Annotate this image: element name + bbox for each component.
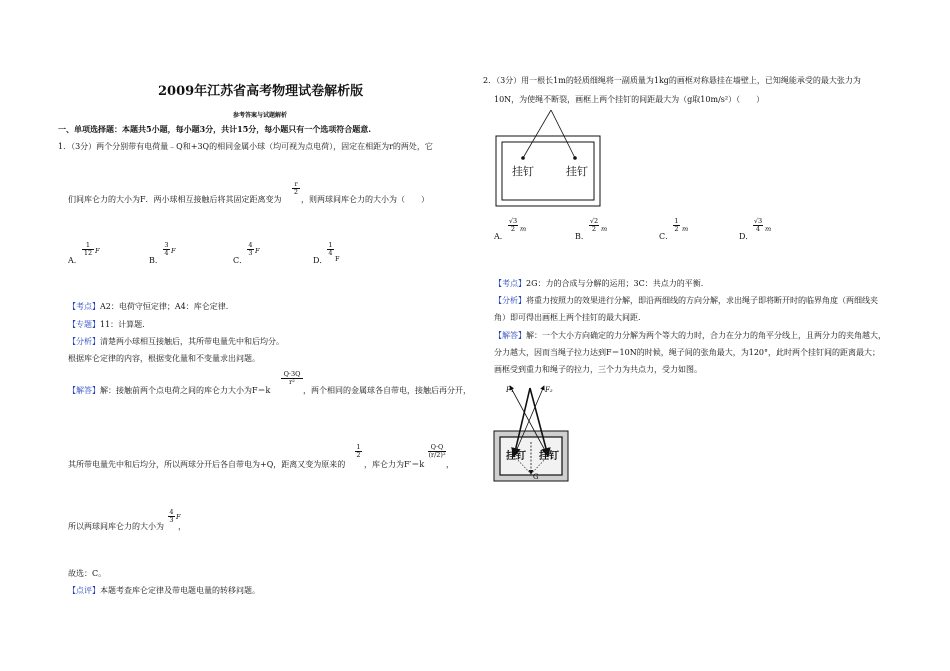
page-subtitle: 参考答案与试题解析: [233, 112, 288, 119]
q2-fenxi-2: 角）即可得出画框上两个挂钉的最大间距.: [494, 313, 641, 322]
q2-option-b[interactable]: B． √2 2 m: [575, 217, 608, 241]
q1-option-b[interactable]: B． 3 4 F: [149, 241, 176, 265]
q2-stem-line2: 10N，为使绳不断裂，画框上两个挂钉的间距最大为（g取10m/s²）（ ）: [494, 95, 765, 104]
section-heading: 一、单项选择题：本题共5小题，每小题3分，共计15分，每小题只有一个选项符合题意.: [58, 124, 372, 134]
q1-option-c[interactable]: C． 4 3 F: [233, 241, 260, 265]
q2-nail-label-right: 挂钉: [566, 165, 588, 178]
q2-frame-diagram: [494, 108, 604, 208]
q2-jieda-3: 画框受到重力和绳子的拉力，三个力为共点力，受力如图。: [494, 365, 702, 374]
q2-option-d[interactable]: D． √3 4 m: [739, 217, 772, 241]
q1-option-d[interactable]: D． 1 4 F: [313, 241, 340, 265]
q1-fenxi-2: 根据库仑定律的内容，根据变化量和不变量求出问题。: [68, 354, 260, 363]
q2-nail-label-left: 挂钉: [512, 165, 534, 178]
q2-option-c[interactable]: C． 1 2 m: [659, 217, 689, 241]
q1-option-a[interactable]: A． 1 12 F: [68, 241, 100, 265]
q1-jieda-2b: ，库仑力为F′＝k: [364, 460, 425, 469]
q1-r-over-2: r 2: [293, 180, 299, 196]
q1-fenxi: 【分析】清楚两小球相互接触后，其所带电量先中和后均分。: [68, 337, 284, 346]
q1-half-fraction: 1 2: [356, 443, 361, 459]
q1-result-f: F: [176, 513, 181, 521]
q2-force-g-label: G: [533, 473, 539, 481]
q2-kaodian: 【考点】2G：力的合成与分解的运用；3C：共点力的平衡.: [494, 279, 704, 288]
q1-jieda-2c: ，: [446, 460, 454, 469]
q1-f2-fraction: Q·Q (r/2)²: [428, 443, 446, 459]
q1-dianping: 【点评】本题考查库仑定律及带电题电量的转移问题。: [68, 586, 260, 595]
q2-force-f2-label: F₂: [545, 386, 553, 394]
q2-force-nail-right: 挂钉: [539, 451, 559, 462]
q1-zhuanti: 【专题】11：计算题.: [68, 320, 145, 329]
q1-jieda-1: 【解答】解：接触前两个点电荷之间的库仑力大小为F＝k: [68, 386, 271, 395]
q2-option-a[interactable]: A． √3 2 m: [494, 217, 527, 241]
q2-force-diagram: [492, 380, 572, 484]
q1-jieda-3: 所以两球间库仑力的大小为: [68, 522, 164, 531]
q2-jieda-2: 分力越大，因而当绳子拉力达到F＝10N的时候，绳子间的张角最大，为120°，此时两个挂钉间的距离最大；: [494, 348, 880, 357]
q1-jieda-2: 其所带电量先中和后均分，所以两球分开后各自带电为+Q，距离又变为原来的: [68, 460, 346, 469]
q2-fenxi: 【分析】将重力按照力的效果进行分解，即沿两细线的方向分解，求出绳子即将断开时的临界角度（两细线夹: [494, 296, 878, 305]
page-title: 2009年江苏省高考物理试卷解析版: [158, 84, 364, 99]
q1-jieda-3b: ，: [178, 522, 186, 531]
q1-kaodian: 【考点】A2：电荷守恒定律；A4：库仑定律.: [68, 302, 229, 311]
q2-jieda-1: 【解答】解：一个大小方向确定的力分解为两个等大的力时，合力在分力的角平分线上，且两分力的夹角越大，: [494, 331, 886, 340]
q2-force-nail-left: 挂钉: [506, 451, 526, 462]
q1-answer: 故选：C。: [68, 569, 107, 578]
q1-stem-line2b: ，则两球间库仑力的大小为（ ）: [301, 195, 429, 204]
q1-jieda-1b: ，两个相同的金属球各自带电，接触后再分开，: [303, 386, 471, 395]
q1-coulomb-fraction: Q·3Q r²: [281, 371, 303, 386]
q2-stem-line1: 2．（3分）用一根长1m的轻质细绳将一副质量为1kg的画框对称悬挂在墙壁上，已知绳能承受的最大张力为: [483, 76, 861, 85]
q1-result-fraction: 4 3: [169, 508, 174, 524]
q1-stem-line1: 1．（3分）两个分别带有电荷量﹣Q和+3Q的相同金属小球（均可视为点电荷），固定在相距为r的两处，它: [58, 142, 433, 151]
q2-force-f1-label: F₁: [506, 386, 514, 394]
q1-stem-line2a: 们间库仑力的大小为F．两小球相互接触后将其固定距离变为: [68, 195, 282, 204]
